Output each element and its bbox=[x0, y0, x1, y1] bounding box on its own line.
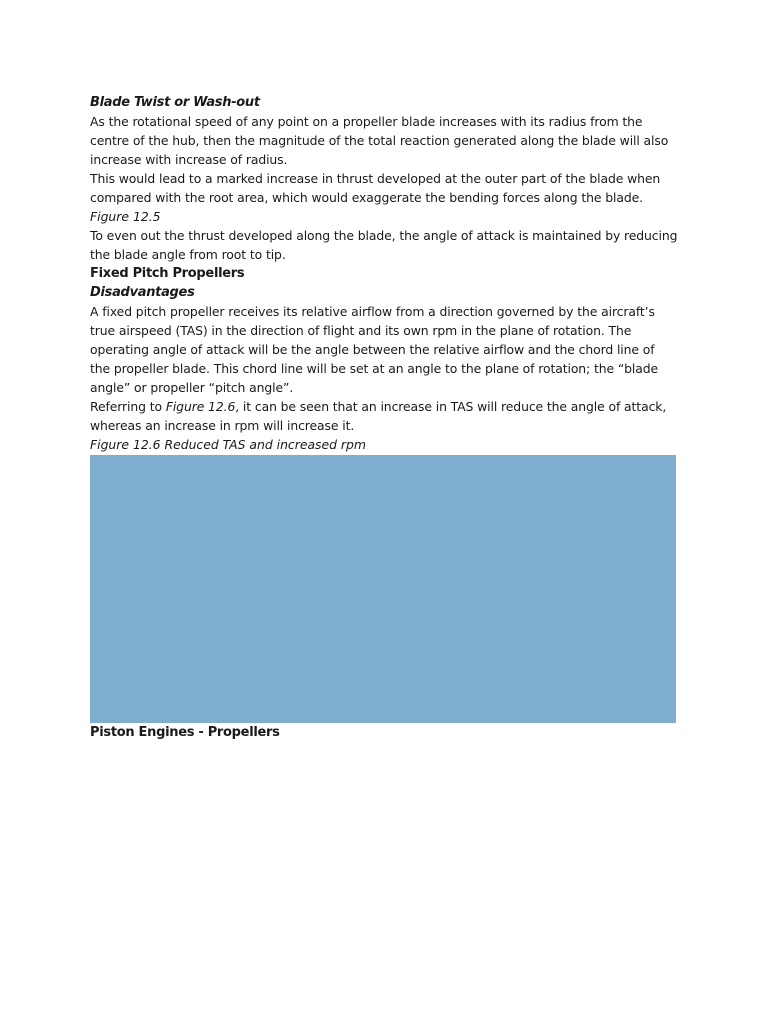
paragraph-with-reference bbox=[90, 397, 678, 435]
paragraph: As the rotational speed of any point on a propeller blade increases with its radius from the centre of the hub, then the magnitude of the total reaction generated along the blade will also increase with increase of radius. bbox=[90, 114, 669, 167]
section-heading-blade-twist: Blade Twist or Wash-out bbox=[90, 95, 260, 110]
figure-image-placeholder bbox=[90, 455, 676, 723]
text-span: Referring to bbox=[90, 399, 166, 414]
figure-caption: Figure 12.6 Reduced TAS and increased rpm bbox=[90, 437, 366, 452]
text-span: , it can be seen that an increase in TAS will reduce the angle of attack, whereas an increase in rpm will increase it. bbox=[90, 399, 667, 433]
figure-reference: Figure 12.6 bbox=[165, 399, 236, 414]
paragraph: A fixed pitch propeller receives its relative airflow from a direction governed by the aircraft’s true airspeed (TAS) in the direction of flight and its own rpm in the plane of rotation. The operating angle of attack will be the angle between the relative airflow and the chord line of the propeller blade. This chord line will be set at an angle to the plane of rotation; the “blade angle” or propeller “pitch angle”. bbox=[90, 304, 659, 395]
figure-caption: Figure 12.5 bbox=[90, 209, 161, 224]
paragraph: This would lead to a marked increase in thrust developed at the outer part of the blade when compared with the root area, which would exaggerate the bending forces along the blade. bbox=[90, 171, 661, 205]
document-page bbox=[90, 93, 678, 742]
page-footer-title: Piston Engines - Propellers bbox=[90, 725, 280, 740]
subheading-disadvantages: Disadvantages bbox=[90, 285, 195, 300]
section-heading-fixed-pitch: Fixed Pitch Propellers bbox=[90, 266, 245, 281]
paragraph: To even out the thrust developed along the blade, the angle of attack is maintained by reducing the blade angle from root to tip. bbox=[90, 228, 678, 262]
